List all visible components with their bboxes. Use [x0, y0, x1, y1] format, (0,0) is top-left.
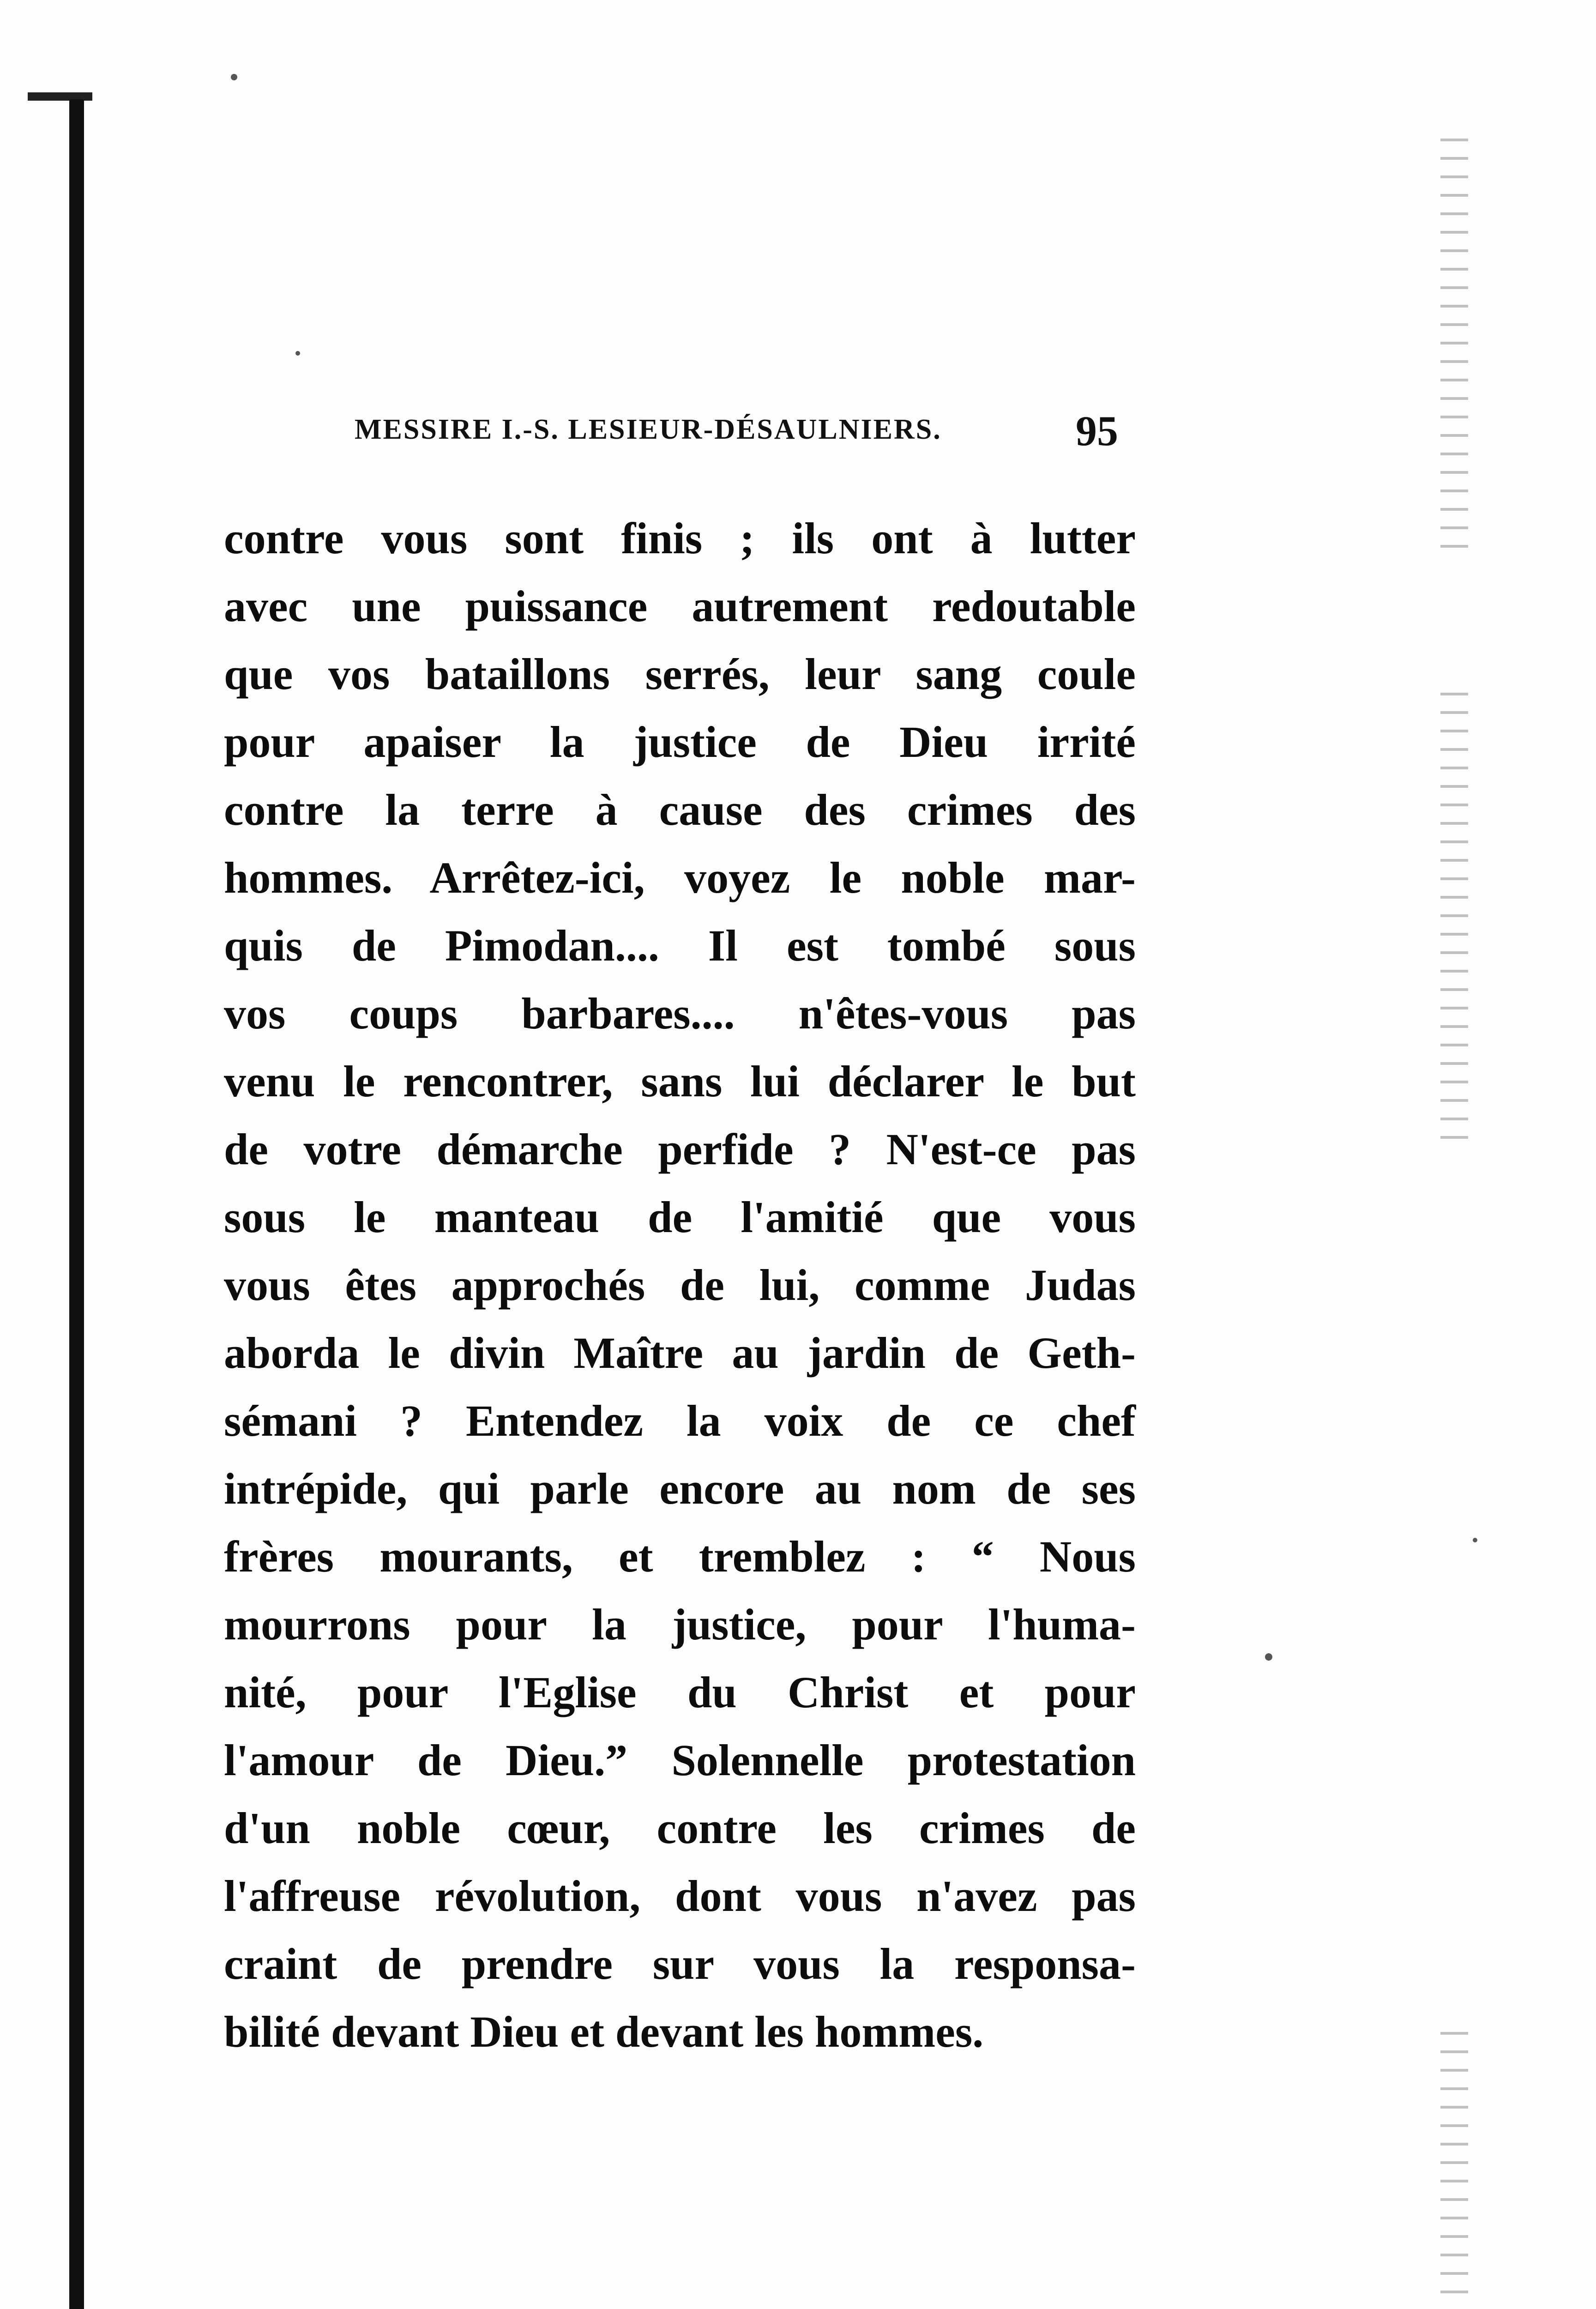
text-line: de votre démarche perfide ? N'est-ce pas — [224, 1124, 1136, 1174]
text-line: l'affreuse révolution, dont vous n'avez pas — [224, 1871, 1136, 1921]
scan-speck — [1473, 1538, 1477, 1542]
text-line: quis de Pimodan.... Il est tombé sous — [224, 921, 1136, 970]
text-line: frères mourants, et tremblez : “ Nous — [224, 1532, 1136, 1581]
text-line: aborda le divin Maître au jardin de Geth- — [224, 1328, 1136, 1378]
text-line: hommes. Arrêtez-ici, voyez le noble mar- — [224, 853, 1136, 902]
text-line: intrépide, qui parle encore au nom de ses — [224, 1464, 1136, 1513]
running-head: MESSIRE I.-S. LESIEUR-DÉSAULNIERS. — [355, 414, 942, 445]
text-line: que vos bataillons serrés, leur sang coule — [224, 649, 1136, 699]
text-line: bilité devant Dieu et devant les hommes. — [224, 2007, 984, 2056]
scan-speck — [295, 351, 300, 356]
body-text — [224, 504, 1136, 2066]
text-line: vous êtes approchés de lui, comme Judas — [224, 1260, 1136, 1310]
page-number: 95 — [1076, 407, 1118, 454]
scan-edge-noise — [1440, 2032, 1468, 2309]
text-line: vos coups barbares.... n'êtes-vous pas — [224, 989, 1136, 1038]
text-line: nité, pour l'Eglise du Christ et pour — [224, 1668, 1136, 1717]
text-line: pour apaiser la justice de Dieu irrité — [224, 717, 1136, 767]
binding-edge — [69, 99, 84, 2309]
text-line: avec une puissance autrement redoutable — [224, 581, 1136, 631]
text-line: craint de prendre sur vous la responsa- — [224, 1939, 1136, 1989]
text-line: contre la terre à cause des crimes des — [224, 785, 1136, 834]
text-line: sous le manteau de l'amitié que vous — [224, 1192, 1136, 1242]
text-line: d'un noble cœur, contre les crimes de — [224, 1803, 1136, 1853]
scan-speck — [231, 74, 237, 80]
scan-edge-noise — [1440, 693, 1468, 1154]
text-line: contre vous sont finis ; ils ont à lutter — [224, 514, 1136, 563]
scan-speck — [1265, 1653, 1272, 1661]
text-line: venu le rencontrer, sans lui déclarer le but — [224, 1057, 1136, 1106]
text-line: sémani ? Entendez la voix de ce chef — [224, 1396, 1136, 1445]
scan-edge-noise — [1440, 139, 1468, 554]
text-line: l'amour de Dieu.” Solennelle protestation — [224, 1735, 1136, 1785]
text-line: mourrons pour la justice, pour l'huma- — [224, 1600, 1136, 1649]
